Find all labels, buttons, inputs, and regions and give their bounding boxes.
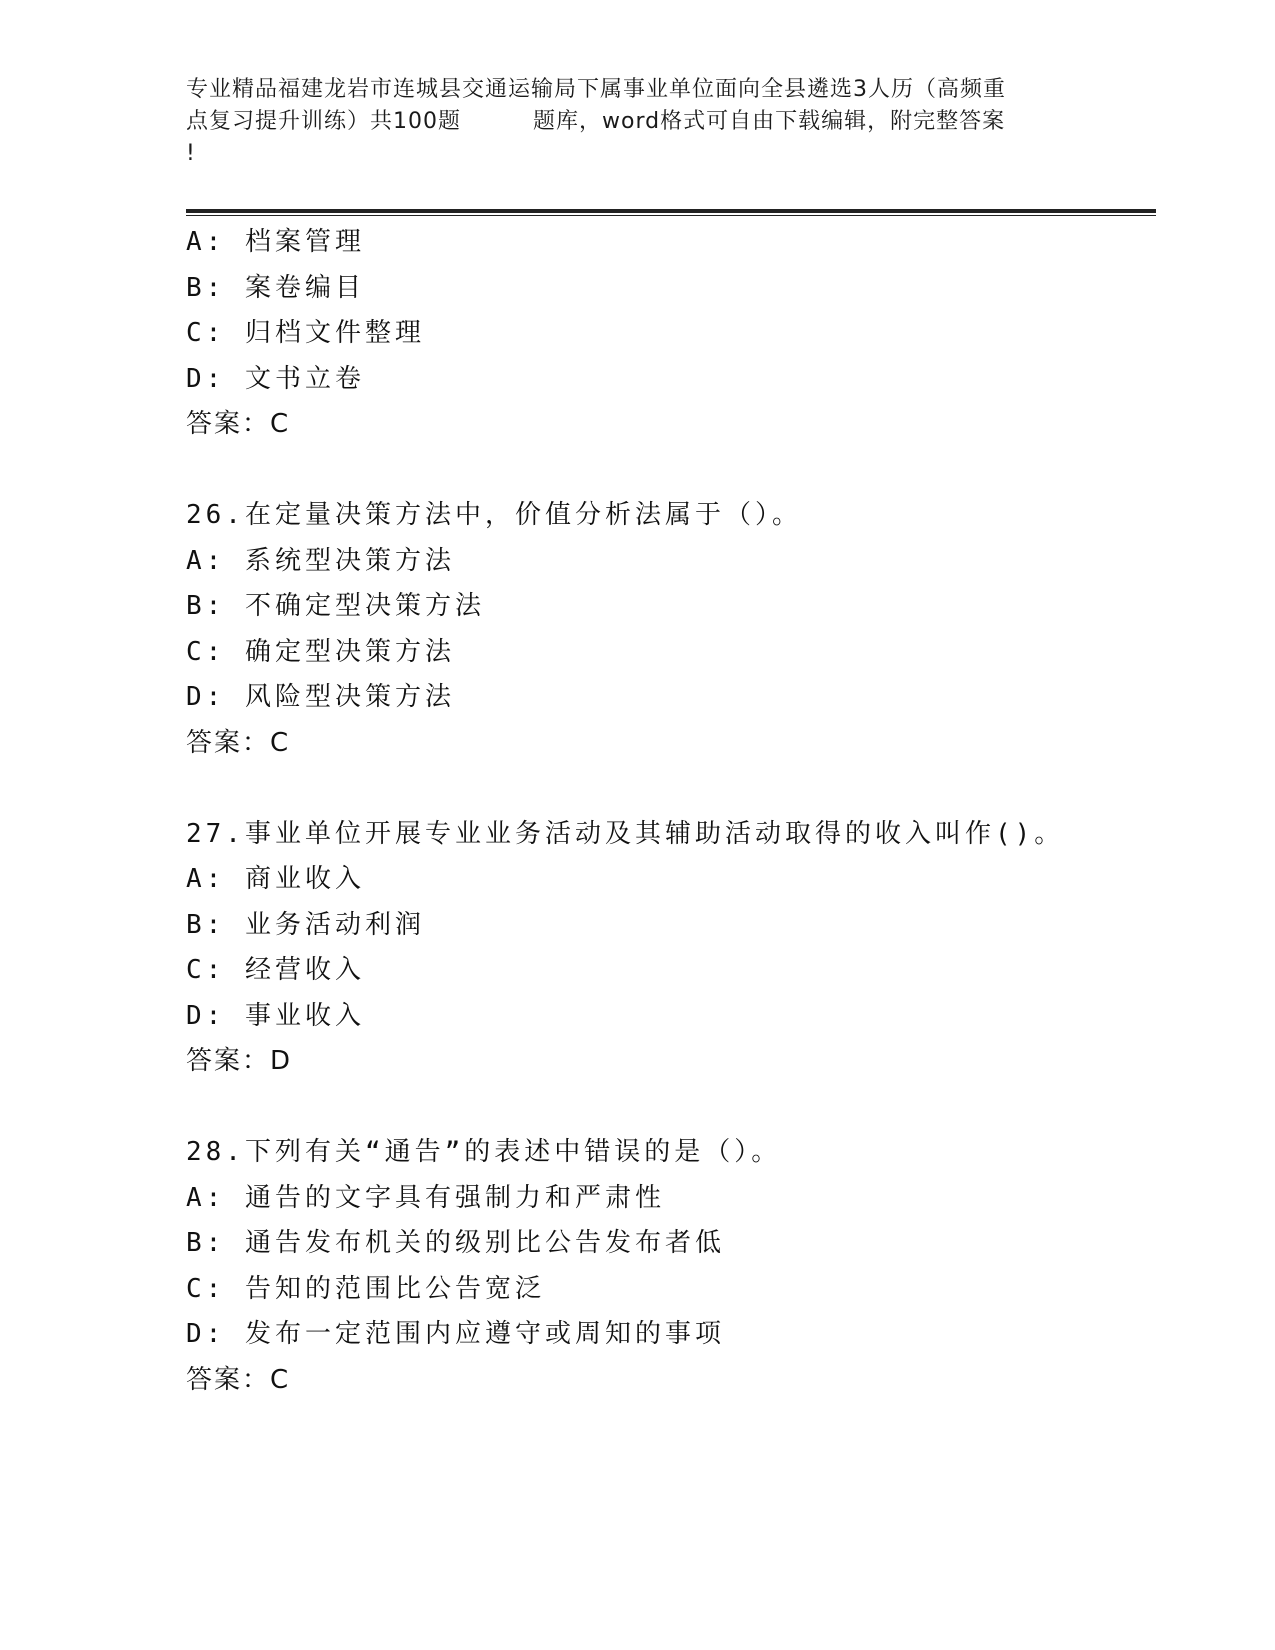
question-block-28 bbox=[186, 1130, 1156, 1403]
question-block-27 bbox=[186, 812, 1156, 1085]
header-line-2-part-b: 题库，word格式可自由下载编辑，附完整答案 bbox=[533, 109, 1006, 134]
option-d: D: 事业收入 bbox=[186, 1000, 365, 1031]
question-list bbox=[186, 220, 1156, 1403]
option-b: B: 案卷编目 bbox=[186, 272, 365, 303]
question-block-25 bbox=[186, 220, 1156, 448]
option-a: A: 系统型决策方法 bbox=[186, 545, 455, 576]
header-line-2 bbox=[186, 106, 1086, 138]
question-stem: 27.事业单位开展专业业务活动及其辅助活动取得的收入叫作()。 bbox=[186, 818, 1065, 849]
option-a: A: 商业收入 bbox=[186, 864, 365, 894]
option-a: A: 档案管理 bbox=[186, 227, 365, 257]
header-line-2-part-a: 点复习提升训练）共100题 bbox=[186, 109, 461, 134]
option-c: C: 经营收入 bbox=[186, 955, 365, 985]
option-c: C: 归档文件整理 bbox=[186, 318, 425, 348]
header-divider-thick bbox=[186, 209, 1156, 213]
option-b: B: 不确定型决策方法 bbox=[186, 591, 485, 621]
option-a: A: 通告的文字具有强制力和严肃性 bbox=[186, 1182, 665, 1213]
answer-line: 答案：C bbox=[186, 1364, 291, 1395]
option-d: D: 文书立卷 bbox=[186, 363, 365, 394]
question-block-26 bbox=[186, 493, 1156, 766]
option-b: B: 通告发布机关的级别比公告发布者低 bbox=[186, 1228, 725, 1258]
header-line-1: 专业精品福建龙岩市连城县交通运输局下属事业单位面向全县遴选3人历（高频重 bbox=[186, 77, 1006, 102]
header-line-3: ! bbox=[186, 141, 196, 166]
option-b: B: 业务活动利润 bbox=[186, 909, 425, 940]
answer-line: 答案：D bbox=[186, 1046, 293, 1076]
question-stem: 28.下列有关“通告”的表述中错误的是（）。 bbox=[186, 1137, 782, 1167]
answer-line: 答案：C bbox=[186, 409, 291, 439]
question-stem: 26.在定量决策方法中，价值分析法属于（）。 bbox=[186, 500, 802, 530]
answer-line: 答案：C bbox=[186, 727, 291, 758]
option-d: D: 风险型决策方法 bbox=[186, 682, 455, 712]
option-c: C: 确定型决策方法 bbox=[186, 636, 455, 667]
option-c: C: 告知的范围比公告宽泛 bbox=[186, 1273, 545, 1304]
document-header bbox=[186, 74, 1086, 170]
header-divider-thin bbox=[186, 215, 1156, 216]
option-d: D: 发布一定范围内应遵守或周知的事项 bbox=[186, 1319, 725, 1349]
